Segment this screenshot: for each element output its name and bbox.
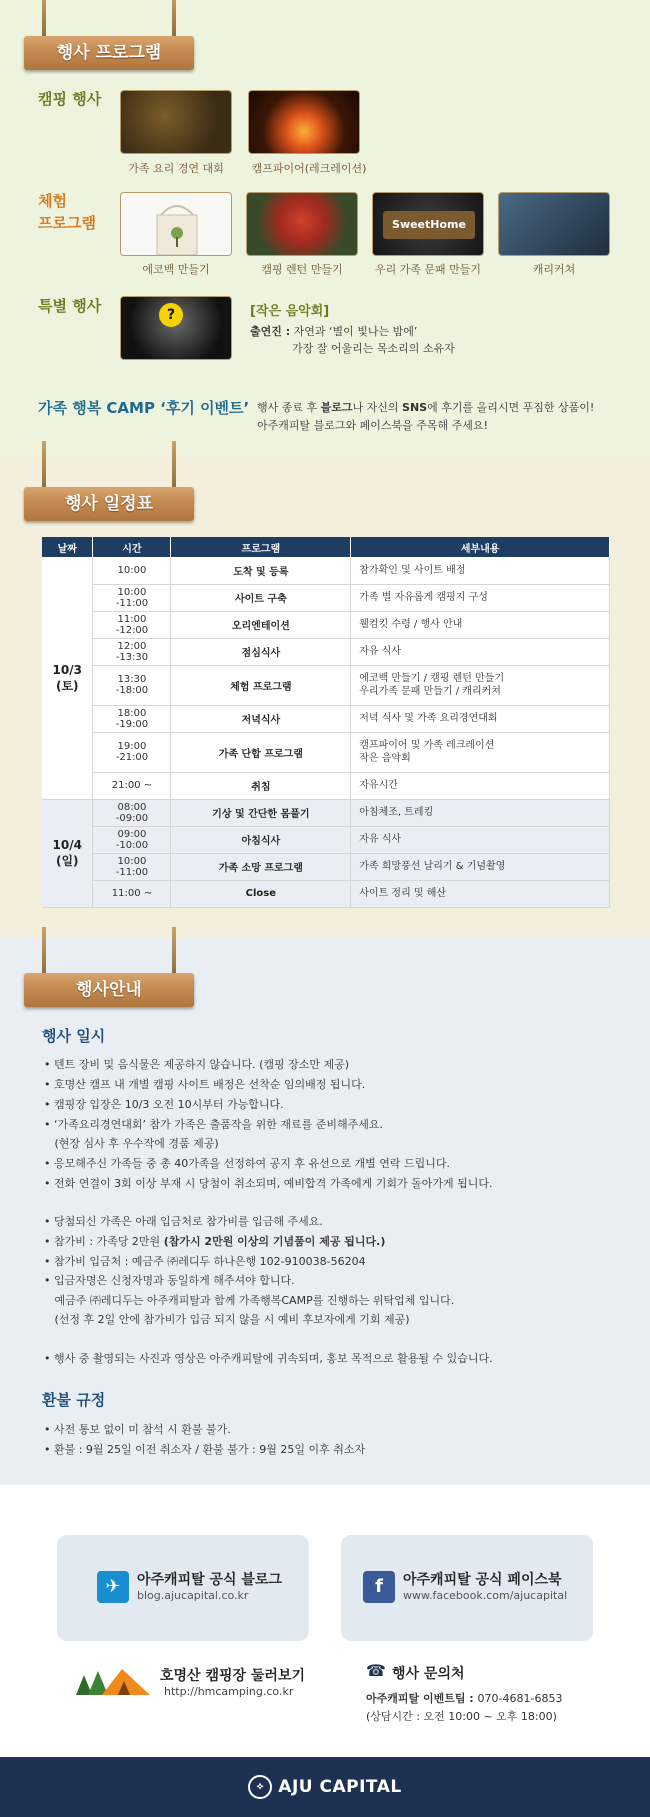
experience-category: 체험 프로그램 <box>38 192 96 232</box>
programs-sign-title: 행사 프로그램 <box>24 36 194 70</box>
info-line: • 입금자명은 신청자명과 동일하게 해주셔야 합니다. <box>44 1274 295 1287</box>
blog-url: blog.ajucapital.co.kr <box>137 1589 249 1602</box>
ecobag-photo <box>120 192 232 256</box>
nameplate-photo <box>372 192 484 256</box>
concert-performer-line2: 가장 잘 어울리는 목소리의 소유자 <box>292 342 455 355</box>
schedule-sign <box>24 481 194 525</box>
schedule-sign-title: 행사 일정표 <box>24 487 194 521</box>
schedule-section <box>0 455 650 937</box>
facebook-link-box[interactable] <box>341 1535 593 1641</box>
info-line: • 호명산 캠프 내 개별 캠핑 사이트 배정은 선착순 임의배정 됩니다. <box>44 1078 366 1091</box>
ecobag-icon <box>121 193 232 256</box>
phone-icon: ☎ <box>366 1661 386 1680</box>
lantern-photo <box>246 192 358 256</box>
campfire-photo <box>248 90 360 154</box>
concert-title: [작은 음악회] <box>250 304 330 319</box>
header-program: 프로그램 <box>171 537 351 557</box>
schedule-table <box>42 537 610 908</box>
schedule-header-row <box>42 537 610 557</box>
info-section <box>0 937 650 1485</box>
table-row: 10/4 (일) 08:00 -09:00 기상 및 간단한 몸풀기 아침체조, 트레킹 <box>42 799 610 826</box>
header-time: 시간 <box>93 537 171 557</box>
review-event-text-line1: 행사 종료 후 블로그나 자신의 SNS에 후기를 올리시면 푸짐한 상품이! <box>257 401 595 414</box>
table-row: 10/3 (토) 10:00 도착 및 등록 참가확인 및 사이트 배정 <box>42 557 610 584</box>
blog-icon: ✈ <box>97 1571 129 1603</box>
table-row: 19:00 -21:00 가족 단합 프로그램 캠프파이어 및 가족 레크레이션 작은 음악회 <box>42 732 610 772</box>
media-notice-line: • 행사 중 촬영되는 사진과 영상은 아주캐피탈에 귀속되며, 홍보 목적으로 활용될 수 있습니다. <box>44 1352 493 1365</box>
info-line: • 당첨되신 가족은 아래 입금처로 참가비를 입금해 주세요. <box>44 1215 323 1228</box>
fee-line: • 참가비 : 가족당 2만원 (참가시 2만원 이상의 기념품이 제공 됩니다.) <box>44 1235 386 1248</box>
special-category: 특별 행사 <box>38 297 102 315</box>
header-date: 날짜 <box>42 537 93 557</box>
refund-line: • 사전 통보 없이 미 참석 시 환불 불가. <box>44 1423 231 1436</box>
nameplate-caption: 우리 가족 문패 만들기 <box>374 263 482 276</box>
facebook-title: 아주캐피탈 공식 페이스북 <box>403 1572 562 1588</box>
concert-photo <box>120 296 232 360</box>
table-row: 21:00 ~ 취침 자유시간 <box>42 772 610 799</box>
info-line: • 캠핑장 입장은 10/3 오전 10시부터 가능합니다. <box>44 1098 284 1111</box>
inquiry-phone-line: 아주캐피탈 이벤트팀 : 070-4681-6853 <box>366 1692 563 1705</box>
footer <box>0 1757 650 1817</box>
camping-site-title: 호명산 캠핑장 둘러보기 <box>160 1668 305 1684</box>
camping-site-url: http://hmcamping.co.kr <box>164 1685 294 1698</box>
cooking-contest-caption: 가족 요리 경연 대회 <box>128 162 224 175</box>
day1-cell: 10/3 (토) <box>42 557 93 799</box>
table-row: 18:00 -19:00 저녁식사 저녁 식사 및 가족 요리경연대회 <box>42 705 610 732</box>
table-row: 09:00 -10:00 아침식사 자유 식사 <box>42 826 610 853</box>
contact-section <box>0 1485 650 1757</box>
facebook-icon: f <box>363 1571 395 1603</box>
table-row: 12:00 -13:30 점심식사 자유 식사 <box>42 638 610 665</box>
blog-title: 아주캐피탈 공식 블로그 <box>137 1572 282 1588</box>
footer-logo: ⟡ AJU CAPITAL <box>0 1775 650 1799</box>
info-line: (선정 후 2일 안에 참가비가 입금 되지 않을 시 예비 후보자에게 기회 제공) <box>44 1313 410 1326</box>
info-line: • 참가비 입금처 : 예금주 ㈜레디두 하나은행 102-910038-56204 <box>44 1255 366 1268</box>
info-line: • 텐트 장비 및 음식물은 제공하지 않습니다. (캠핑 장소만 제공) <box>44 1058 350 1071</box>
camping-site-link[interactable] <box>68 1661 308 1711</box>
review-event-title: 가족 행복 CAMP ‘후기 이벤트’ <box>38 399 250 417</box>
day2-cell: 10/4 (일) <box>42 799 93 907</box>
header-detail: 세부내용 <box>351 537 610 557</box>
info-line: • 응모해주신 가족들 중 총 40가족을 선정하여 공지 후 유선으로 개별 연락 드립니다. <box>44 1157 450 1170</box>
info-line: 예금주 ㈜레디두는 아주캐피탈과 함께 가족행복CAMP를 진행하는 위탁업체 입니다. <box>44 1294 455 1307</box>
lantern-caption: 캠핑 렌턴 만들기 <box>261 263 343 276</box>
info-heading-schedule: 행사 일시 <box>42 1027 106 1045</box>
info-line: • ‘가족요리경연대회’ 참가 가족은 출품작을 위한 재료를 준비해주세요. <box>44 1118 383 1131</box>
inquiry-block <box>366 1661 626 1731</box>
tent-icon <box>68 1661 152 1701</box>
review-event-text-line2: 아주캐피탈 블로그와 페이스북을 주목해 주세요! <box>257 419 488 432</box>
caricature-caption: 캐리커쳐 <box>532 263 576 276</box>
blog-link-box[interactable] <box>57 1535 309 1641</box>
info-sign-title: 행사안내 <box>24 973 194 1007</box>
table-row: 11:00 ~ Close 사이트 정리 및 해산 <box>42 880 610 907</box>
programs-sign <box>24 30 194 74</box>
ecobag-caption: 에코백 만들기 <box>142 263 210 276</box>
camping-category: 캠핑 행사 <box>38 90 102 108</box>
inquiry-hours: (상담시간 : 오전 10:00 ~ 오후 18:00) <box>366 1710 557 1723</box>
table-row: 13:30 -18:00 체험 프로그램 에코백 만들기 / 캠핑 렌턴 만들기 우리가족 문패 만들기 / 캐리커쳐 <box>42 665 610 705</box>
info-heading-refund: 환불 규정 <box>42 1391 106 1409</box>
question-mark-icon: ? <box>159 303 183 327</box>
cooking-contest-photo <box>120 90 232 154</box>
concert-performer-line1: 출연진 : 자연과 ‘별이 빛나는 밤에’ <box>250 325 418 338</box>
inquiry-title: 행사 문의처 <box>392 1666 465 1682</box>
info-line: (현장 심사 후 우수작에 경품 제공) <box>44 1137 219 1150</box>
facebook-url: www.facebook.com/ajucapital <box>403 1589 568 1602</box>
aju-logo-icon: ⟡ <box>248 1775 272 1799</box>
programs-section <box>0 0 650 455</box>
info-sign <box>24 967 194 1011</box>
refund-line: • 환불 : 9월 25일 이전 취소자 / 환불 불가 : 9월 25일 이후 취소자 <box>44 1443 366 1456</box>
nameplate-sign-text: SweetHome <box>383 211 475 239</box>
caricature-photo <box>498 192 610 256</box>
table-row: 10:00 -11:00 사이트 구축 가족 별 자유롭게 캠핑지 구성 <box>42 584 610 611</box>
campfire-caption: 캠프파이어(레크레이션) <box>251 162 367 175</box>
table-row: 11:00 -12:00 오리엔테이션 웰컴킷 수령 / 행사 안내 <box>42 611 610 638</box>
info-line: • 전화 연결이 3회 이상 부재 시 당첨이 취소되며, 예비합격 가족에게 기회가 돌아가게 됩니다. <box>44 1177 493 1190</box>
table-row: 10:00 -11:00 가족 소망 프로그램 가족 희망풍선 날리기 & 기념촬영 <box>42 853 610 880</box>
